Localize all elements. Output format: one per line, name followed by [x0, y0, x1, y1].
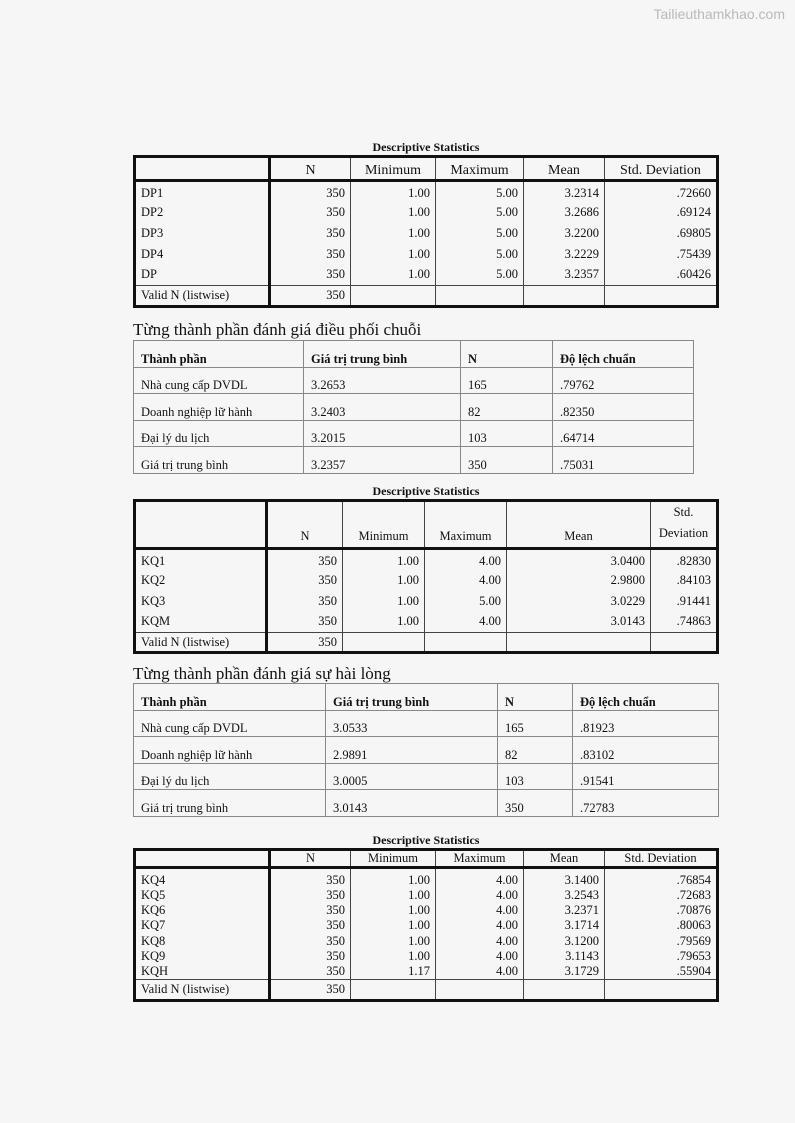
summary-table-2-block: [133, 683, 719, 817]
table-cell: 350: [267, 591, 343, 612]
table-cell: 1.00: [351, 934, 436, 949]
column-header: Mean: [524, 850, 605, 868]
table-cell: 350: [270, 888, 351, 903]
column-header: Maximum: [436, 157, 524, 181]
table-cell: 165: [461, 367, 553, 394]
table-cell: .80063: [605, 918, 718, 933]
row-label: Giá trị trung bình: [134, 790, 326, 817]
table-cell: 4.00: [436, 903, 524, 918]
table-cell: 2.9891: [326, 737, 498, 764]
table-row: [134, 420, 694, 447]
table-row: [135, 903, 718, 918]
table-cell: 1.00: [351, 949, 436, 964]
row-label: Valid N (listwise): [135, 633, 267, 653]
table-cell: 4.00: [425, 549, 507, 570]
row-label: DP4: [135, 244, 270, 265]
table-row: [135, 612, 718, 633]
table-cell: 1.00: [343, 591, 425, 612]
table-cell: 1.00: [351, 918, 436, 933]
table-cell: .75439: [605, 244, 718, 265]
row-label: KQM: [135, 612, 267, 633]
section-heading-coordination: Từng thành phần đánh giá điều phối chuỗi: [133, 320, 422, 339]
table-cell: 3.0143: [326, 790, 498, 817]
table-cell: .76854: [605, 868, 718, 889]
table-cell: .91441: [651, 591, 718, 612]
column-header: Thành phần: [134, 341, 304, 368]
table-cell: 5.00: [436, 244, 524, 265]
row-label: Doanh nghiệp lữ hành: [134, 737, 326, 764]
table-cell: 350: [270, 949, 351, 964]
table-cell: .91541: [573, 763, 719, 790]
table-cell: [507, 633, 651, 653]
table-cell: 4.00: [436, 934, 524, 949]
table-caption: Descriptive Statistics: [372, 833, 480, 847]
row-label: DP1: [135, 181, 270, 202]
table-row: [135, 934, 718, 949]
row-label: KQ5: [135, 888, 270, 903]
table-cell: 2.9800: [507, 570, 651, 591]
table-row: [135, 202, 718, 223]
table-cell: .79653: [605, 949, 718, 964]
column-header: Giá trị trung bình: [326, 684, 498, 711]
table-cell: 5.00: [425, 591, 507, 612]
table-cell: 3.1200: [524, 934, 605, 949]
table-cell: 1.00: [351, 223, 436, 244]
column-header: Std. Deviation: [605, 850, 718, 868]
table-cell: 5.00: [436, 202, 524, 223]
table-cell: 1.00: [343, 612, 425, 633]
table-cell: 1.00: [351, 868, 436, 889]
table-cell: .74863: [651, 612, 718, 633]
table-cell: .72783: [573, 790, 719, 817]
table-row: [134, 710, 719, 737]
table-cell: 3.2357: [304, 447, 461, 474]
table-cell: [524, 979, 605, 1000]
table-cell: 165: [498, 710, 573, 737]
table-cell: 350: [270, 903, 351, 918]
table-row: [135, 181, 718, 202]
table-row: [135, 244, 718, 265]
column-header: Maximum: [436, 850, 524, 868]
table-row: [135, 591, 718, 612]
row-label: Đại lý du lịch: [134, 420, 304, 447]
descriptive-stats-table-2-block: [133, 484, 719, 654]
table-cell: .70876: [605, 903, 718, 918]
row-label: Doanh nghiệp lữ hành: [134, 394, 304, 421]
table-cell: 82: [498, 737, 573, 764]
valid-n-row: [135, 286, 718, 307]
table-cell: 3.0400: [507, 549, 651, 570]
table-cell: 3.2229: [524, 244, 605, 265]
table-cell: 3.0143: [507, 612, 651, 633]
table-cell: 1.00: [343, 570, 425, 591]
table-cell: 4.00: [425, 612, 507, 633]
table-cell: [524, 286, 605, 307]
row-label: KQ7: [135, 918, 270, 933]
table-cell: 4.00: [436, 888, 524, 903]
table-cell: 103: [461, 420, 553, 447]
descriptive-stats-table-3: [133, 848, 719, 1002]
table-cell: 3.1143: [524, 949, 605, 964]
summary-table-1-block: [133, 340, 694, 474]
table-caption: Descriptive Statistics: [372, 484, 480, 498]
table-cell: 1.00: [351, 202, 436, 223]
table-cell: .72660: [605, 181, 718, 202]
column-header: Giá trị trung bình: [304, 341, 461, 368]
table-row: [135, 549, 718, 570]
table-cell: 5.00: [436, 223, 524, 244]
header-row: [134, 341, 694, 368]
table-row: [135, 949, 718, 964]
row-label: KQ2: [135, 570, 267, 591]
table-cell: [436, 979, 524, 1000]
table-cell: 350: [270, 202, 351, 223]
row-label: Valid N (listwise): [135, 979, 270, 1000]
column-header: Minimum: [351, 157, 436, 181]
column-header-line2: Deviation: [658, 526, 709, 540]
table-cell: 1.00: [351, 903, 436, 918]
column-header-line1: Std.: [673, 505, 694, 519]
row-label: DP2: [135, 202, 270, 223]
table-row: [135, 964, 718, 980]
column-header: Độ lệch chuẩn: [553, 341, 694, 368]
column-header: Thành phần: [134, 684, 326, 711]
column-header: N: [498, 684, 573, 711]
table-cell: 4.00: [436, 964, 524, 980]
valid-n-row: [135, 633, 718, 653]
table-cell: 1.00: [343, 549, 425, 570]
row-label: Nhà cung cấp DVDL: [134, 710, 326, 737]
table-cell: 3.0229: [507, 591, 651, 612]
table-cell: 3.2371: [524, 903, 605, 918]
column-header: Mean: [524, 157, 605, 181]
table-cell: 1.17: [351, 964, 436, 980]
table-cell: 350: [270, 181, 351, 202]
table-row: [135, 265, 718, 286]
table-cell: 350: [270, 964, 351, 980]
table-cell: 4.00: [436, 918, 524, 933]
header-row: [134, 684, 719, 711]
table-cell: .69805: [605, 223, 718, 244]
header-blank: [135, 850, 270, 868]
table-cell: 1.00: [351, 244, 436, 265]
table-cell: .79569: [605, 934, 718, 949]
table-cell: 350: [270, 934, 351, 949]
table-cell: .83102: [573, 737, 719, 764]
table-cell: 350: [270, 286, 351, 307]
column-header: Std. Deviation: [605, 157, 718, 181]
row-label: Đại lý du lịch: [134, 763, 326, 790]
section-heading-satisfaction: Từng thành phần đánh giá sự hài lòng: [133, 664, 391, 683]
table-cell: 103: [498, 763, 573, 790]
column-header: N: [461, 341, 553, 368]
table-cell: 3.2200: [524, 223, 605, 244]
summary-table-2: [133, 683, 719, 817]
column-header: Mean: [507, 501, 651, 549]
table-cell: 3.2686: [524, 202, 605, 223]
descriptive-stats-table-3-block: [133, 833, 719, 1002]
table-cell: .60426: [605, 265, 718, 286]
header-blank: [135, 501, 267, 549]
table-cell: 3.0533: [326, 710, 498, 737]
table-row: [135, 888, 718, 903]
summary-table-1: [133, 340, 694, 474]
table-cell: .72683: [605, 888, 718, 903]
row-label: KQ9: [135, 949, 270, 964]
table-cell: 3.1729: [524, 964, 605, 980]
row-label: DP: [135, 265, 270, 286]
table-cell: 1.00: [351, 265, 436, 286]
descriptive-stats-table-1-block: [133, 140, 719, 308]
table-cell: 350: [270, 244, 351, 265]
table-cell: .75031: [553, 447, 694, 474]
table-cell: 350: [270, 223, 351, 244]
table-cell: 4.00: [436, 949, 524, 964]
table-row: [134, 737, 719, 764]
column-header: Minimum: [351, 850, 436, 868]
table-row: [134, 367, 694, 394]
table-caption: Descriptive Statistics: [372, 140, 480, 154]
table-cell: .64714: [553, 420, 694, 447]
table-cell: 3.2403: [304, 394, 461, 421]
table-row: [134, 447, 694, 474]
table-row: [134, 394, 694, 421]
table-cell: [351, 979, 436, 1000]
row-label: DP3: [135, 223, 270, 244]
table-cell: 350: [270, 918, 351, 933]
row-label: KQ3: [135, 591, 267, 612]
table-cell: 350: [270, 868, 351, 889]
table-cell: .79762: [553, 367, 694, 394]
row-label: KQ8: [135, 934, 270, 949]
table-cell: 3.0005: [326, 763, 498, 790]
table-cell: .55904: [605, 964, 718, 980]
row-label: Valid N (listwise): [135, 286, 270, 307]
table-cell: [425, 633, 507, 653]
table-cell: 1.00: [351, 888, 436, 903]
table-cell: 350: [267, 612, 343, 633]
table-row: [134, 763, 719, 790]
table-cell: 4.00: [436, 868, 524, 889]
row-label: KQH: [135, 964, 270, 980]
table-cell: .82350: [553, 394, 694, 421]
valid-n-row: [135, 979, 718, 1000]
column-header: N: [270, 157, 351, 181]
row-label: Giá trị trung bình: [134, 447, 304, 474]
table-cell: 3.2357: [524, 265, 605, 286]
table-cell: 1.00: [351, 181, 436, 202]
row-label: Nhà cung cấp DVDL: [134, 367, 304, 394]
column-header: Độ lệch chuẩn: [573, 684, 719, 711]
table-cell: [436, 286, 524, 307]
row-label: KQ6: [135, 903, 270, 918]
table-cell: [605, 286, 718, 307]
table-cell: 3.1400: [524, 868, 605, 889]
table-cell: [605, 979, 718, 1000]
table-cell: 4.00: [425, 570, 507, 591]
column-header: N: [267, 501, 343, 549]
column-header: Maximum: [425, 501, 507, 549]
table-cell: 350: [270, 265, 351, 286]
table-cell: 3.2543: [524, 888, 605, 903]
table-cell: 5.00: [436, 181, 524, 202]
table-cell: .81923: [573, 710, 719, 737]
table-cell: 5.00: [436, 265, 524, 286]
table-row: [135, 868, 718, 889]
table-cell: 3.2314: [524, 181, 605, 202]
table-cell: .84103: [651, 570, 718, 591]
table-cell: 350: [270, 979, 351, 1000]
table-cell: 350: [267, 633, 343, 653]
watermark: Tailieuthamkhao.com: [653, 6, 785, 22]
column-header: Minimum: [343, 501, 425, 549]
row-label: KQ1: [135, 549, 267, 570]
table-row: [135, 570, 718, 591]
table-row: [135, 223, 718, 244]
table-cell: 350: [267, 549, 343, 570]
table-cell: 350: [461, 447, 553, 474]
descriptive-stats-table-1: [133, 155, 719, 308]
column-header: N: [270, 850, 351, 868]
table-cell: 3.1714: [524, 918, 605, 933]
table-cell: 82: [461, 394, 553, 421]
header-blank: [135, 157, 270, 181]
row-label: KQ4: [135, 868, 270, 889]
table-row: [134, 790, 719, 817]
table-cell: [351, 286, 436, 307]
table-cell: .82830: [651, 549, 718, 570]
descriptive-stats-table-2: [133, 499, 719, 654]
table-cell: [651, 633, 718, 653]
table-cell: 350: [498, 790, 573, 817]
table-cell: 350: [267, 570, 343, 591]
table-row: [135, 918, 718, 933]
column-header-std-deviation: [651, 501, 718, 549]
table-cell: 3.2653: [304, 367, 461, 394]
table-cell: 3.2015: [304, 420, 461, 447]
table-cell: [343, 633, 425, 653]
table-cell: .69124: [605, 202, 718, 223]
